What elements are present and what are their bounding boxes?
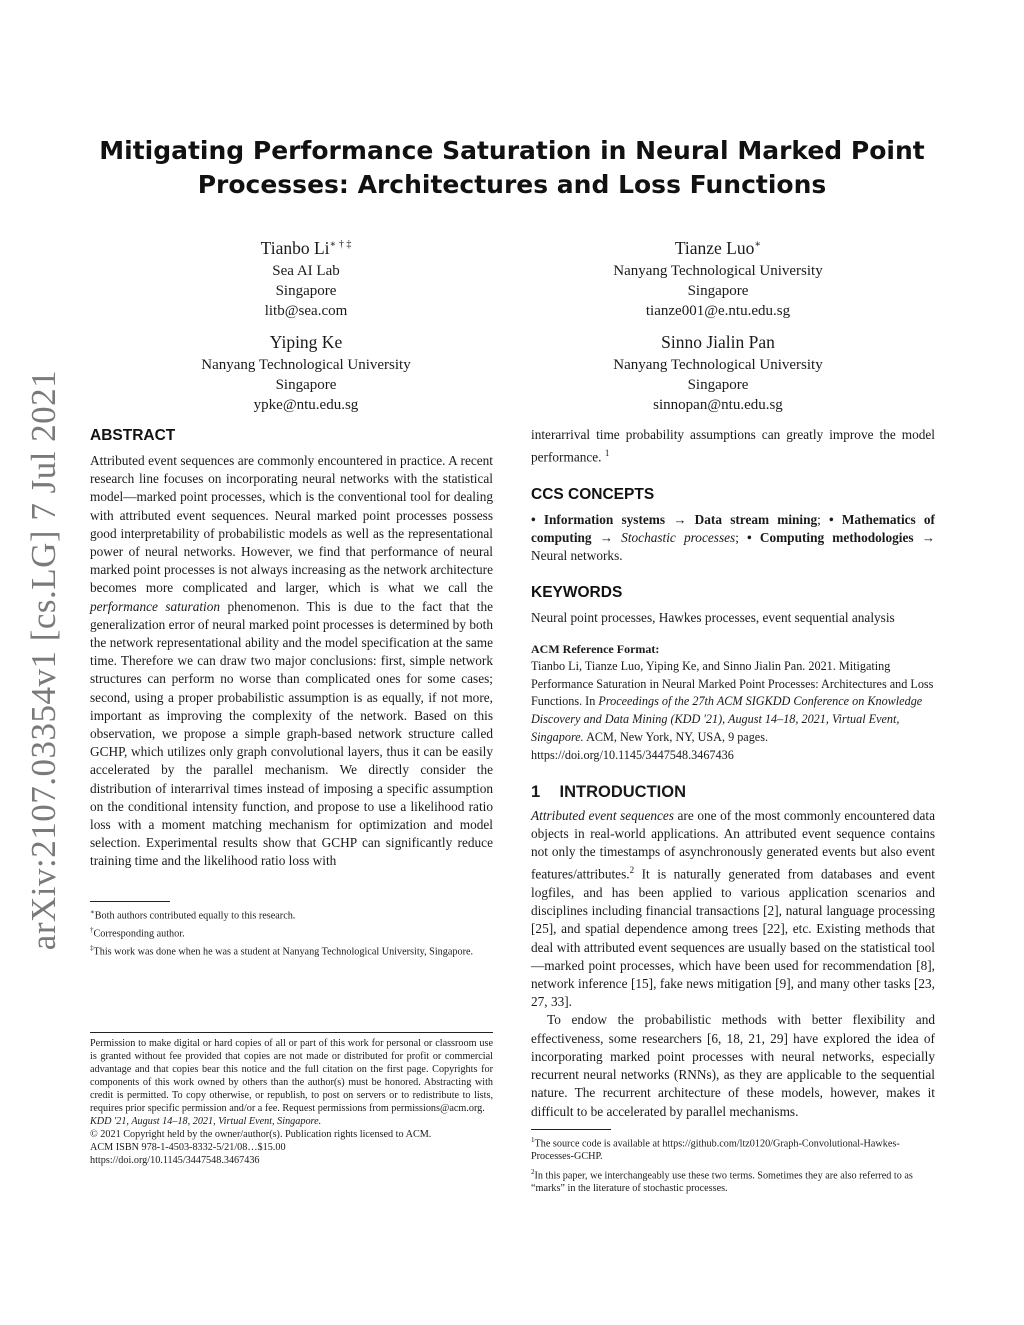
author-name: Yiping Ke	[269, 332, 343, 352]
arxiv-identifier: arXiv:2107.03354v1 [cs.LG] 7 Jul 2021	[24, 369, 63, 951]
acm-ref-text: Tianbo Li, Tianze Luo, Yiping Ke, and Sinno Jialin Pan. 2021. Mitigating Performance Saturation in Neural Marked Point Processes: Architectures and Loss Functions. In Proceedings of the 27th ACM SIGKDD Conference on Knowledge Discovery and Data Mining (KDD '21), August 14–18, 2021, Virtual Event, Singapore. ACM, New York, NY, USA, 9 pages. https://doi.org/10.1145/3447548.3467436	[531, 658, 934, 762]
intro-heading: 1 INTRODUCTION	[531, 782, 687, 801]
author-name: Tianbo Li	[260, 237, 330, 258]
author-marks: ∗	[754, 239, 762, 250]
author-name: Tianze Luo	[674, 237, 755, 258]
doi-link[interactable]: https://doi.org/10.1145/3447548.3467436	[90, 1155, 260, 1166]
footnote-rule	[90, 901, 170, 902]
venue-line: KDD '21, August 14–18, 2021, Virtual Event, Singapore.	[90, 1116, 322, 1127]
left-column	[90, 426, 493, 959]
permission-block	[90, 1032, 493, 1167]
author-country: Singapore	[275, 377, 337, 393]
footnote: ‡This work was done when he was a student at Nanyang Technological University, Singapore.	[90, 944, 474, 958]
footnote-rule	[531, 1129, 611, 1130]
author-affiliation: Sea AI Lab	[272, 262, 340, 279]
author-email[interactable]: sinnopan@ntu.edu.sg	[653, 397, 783, 413]
author-country: Singapore	[275, 282, 337, 299]
author-email[interactable]: tianze001@e.ntu.edu.sg	[645, 302, 791, 319]
abstract-heading: ABSTRACT	[90, 427, 176, 444]
copyright-line: © 2021 Copyright held by the owner/author(s). Publication rights licensed to ACM.	[90, 1129, 432, 1140]
author-block	[568, 234, 868, 321]
author-name: Sinno Jialin Pan	[661, 332, 775, 352]
paper-title	[90, 134, 934, 202]
footnote: ∗Both authors contributed equally to this research.	[90, 907, 296, 922]
footnote: †Corresponding author.	[90, 926, 185, 940]
author-block	[568, 331, 868, 415]
permission-text: Permission to make digital or hard copies of all or part of this work for personal or classroom use is granted without fee provided that copies are not made or distributed for profit or commercial advantage and that copies bear this notice and the full citation on the first page. Copyrights for components of this work owned by others than the author(s) must be honored. Abstracting with credit is permitted. To copy otherwise, or republish, to post on servers or to redistribute to lists, requires prior specific permission and/or a fee. Request permissions from permissions@acm.org.	[90, 1038, 493, 1114]
footnote: $^2$In this paper, we interchangeably use these two terms. Sometimes they are also referred to as “marks” in the literature of stochastic processes.	[531, 1168, 913, 1195]
author-affiliation: Nanyang Technological University	[613, 262, 823, 279]
acm-ref-heading: ACM Reference Format:	[531, 641, 660, 656]
author-affiliation: Nanyang Technological University	[613, 357, 823, 373]
author-country: Singapore	[687, 377, 749, 393]
footnotes-left	[90, 906, 493, 959]
author-block	[156, 331, 456, 415]
ccs-heading: CCS CONCEPTS	[531, 485, 655, 503]
author-marks: ∗ † ‡	[329, 239, 352, 250]
ccs-text: • Information systems → Data stream mining; • Mathematics of computing → Stochastic processes; • Computing methodologies → Neural networks.	[531, 511, 935, 564]
title-line-2: Processes: Architectures and Loss Functions	[197, 170, 827, 199]
intro-paragraph-1: Attributed event sequences are one of the most commonly encountered data objects in real-world applications. An attributed event sequence contains not only the timestamps of asynchronously generated events but also event features/attributes.$^2$ It is naturally generated from databases and event logfiles, and has been applied to various application scenarios and disciplines including financial transactions [2], natural language processing [25], and spatial dependence among trees [22], etc. Existing methods that deal with attributed event sequences are usually based on the statistical tool—marked point processes, which have been used for recommendation [8], network inference [15], fake news mitigation [9], and many other tasks [23, 27, 33].	[531, 807, 935, 1010]
keywords-heading: KEYWORDS	[531, 584, 623, 602]
footnote-ref: 1	[604, 448, 610, 459]
footnotes-right	[531, 1134, 935, 1196]
keywords-text: Neural point processes, Hawkes processes, event sequential analysis	[531, 610, 895, 626]
author-affiliation: Nanyang Technological University	[201, 357, 411, 373]
abstract-continuation: interarrival time probability assumptions can greatly improve the model performance. $^1$	[531, 427, 935, 465]
title-line-1: Mitigating Performance Saturation in Neural Marked Point	[99, 136, 925, 165]
intro-paragraph-2: To endow the probabilistic methods with better flexibility and effectiveness, some researchers [6, 18, 21, 29] have explored the idea of incorporating marked point processes with neural networks, especially recurrent neural networks (RNNs), as they are applicable to the sequential nature. The recurrent architecture of these models, however, makes it difficult to be accelerated by parallel mechanisms.	[531, 1012, 935, 1119]
right-column	[531, 426, 935, 1195]
footnote: $^1$The source code is available at https://github.com/ltz0120/Graph-Convolutional-Hawkes-Processes-GCHP.	[531, 1135, 900, 1163]
author-country: Singapore	[687, 282, 749, 299]
author-email[interactable]: ypke@ntu.edu.sg	[253, 397, 359, 413]
author-email[interactable]: litb@sea.com	[264, 302, 348, 319]
author-block	[156, 234, 456, 321]
isbn-line: ACM ISBN 978-1-4503-8332-5/21/08…$15.00	[90, 1142, 286, 1153]
abstract-text: Attributed event sequences are commonly encountered in practice. A recent research line focuses on incorporating neural networks with the statistical model—marked point processes, which is the conventional tool for dealing with attributed event sequences. Neural marked point processes possess good interpretability of probabilistic models as well as the representational power of neural networks. However, we find that performance of neural marked point processes is not always increasing as the network architecture becomes more complicated and larger, which is what we call the performance saturation phenomenon. This is due to the fact that the generalization error of neural marked point processes is determined by both the network representational ability and the model specification at the same time. Therefore we can draw two major conclusions: first, simple network structures can perform no worse than complicated ones for some cases; second, using a proper probabilistic assumption is as equally, if not more, important as improving the complexity of the network. Based on this observation, we propose a simple graph-based network structure called GCHP, which utilizes only graph convolutional layers, thus it can be easily accelerated by the parallel mechanism. We directly consider the distribution of interarrival times instead of imposing a specific assumption on the conditional intensity function, and propose to use a likelihood ratio loss with a moment matching mechanism for optimization and model selection. Experimental results show that GCHP can significantly reduce training time and the likelihood ratio loss with	[90, 453, 493, 869]
